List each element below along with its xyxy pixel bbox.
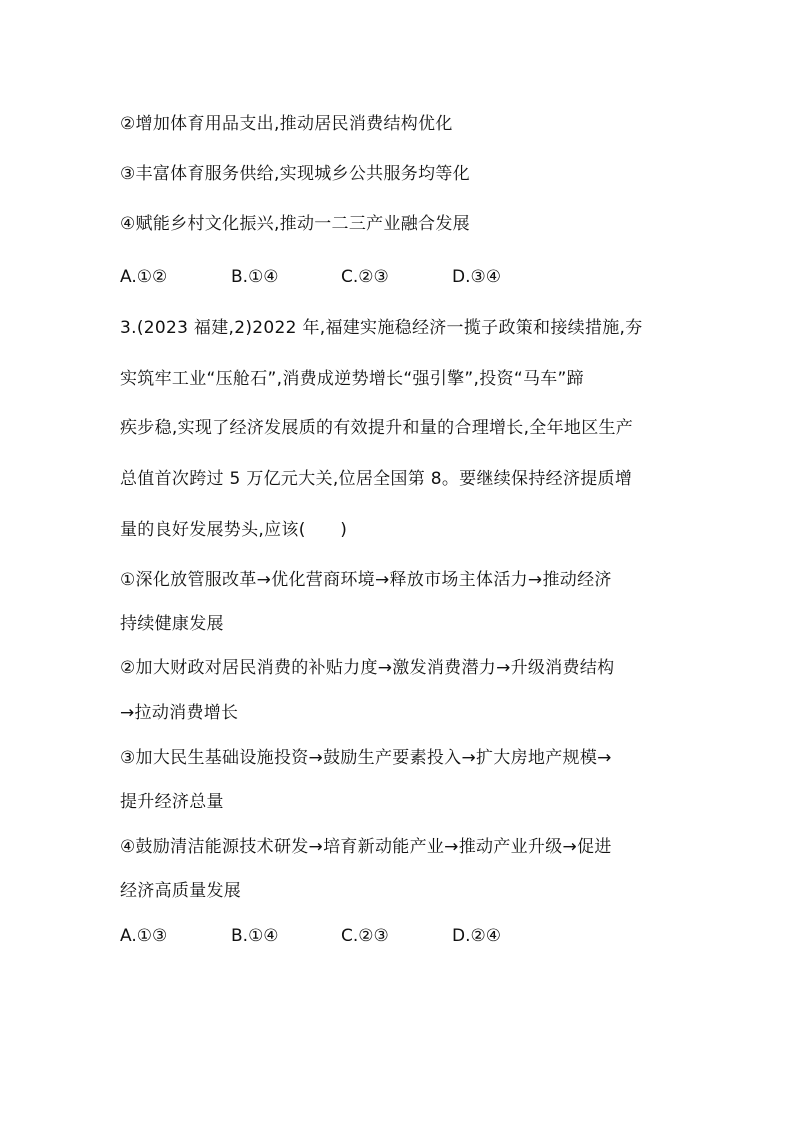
q3-item-2-line-1: ②加大财政对居民消费的补贴力度→激发消费潜力→升级消费结构 — [120, 658, 615, 678]
q3-item-3-line-1: ③加大民生基础设施投资→鼓励生产要素投入→扩大房地产规模→ — [120, 748, 612, 768]
q3-option-a: A.①③ — [120, 926, 168, 946]
q3-stem-line-5: 量的良好发展势头,应该( ) — [120, 520, 348, 540]
q2-item-4: ④赋能乡村文化振兴,推动一二三产业融合发展 — [120, 214, 470, 234]
q2-option-d: D.③④ — [452, 267, 501, 287]
q3-option-d: D.②④ — [452, 926, 501, 946]
q2-item-3: ③丰富体育服务供给,实现城乡公共服务均等化 — [120, 164, 470, 184]
q3-option-c: C.②③ — [341, 926, 389, 946]
q3-stem-line-2: 实筑牢工业“压舱石”,消费成逆势增长“强引擎”,投资“马车”蹄 — [120, 369, 584, 389]
q3-item-4-line-2: 经济高质量发展 — [120, 881, 242, 901]
q2-option-b: B.①④ — [231, 267, 279, 287]
q3-option-b: B.①④ — [231, 926, 279, 946]
q3-item-3-line-2: 提升经济总量 — [120, 792, 224, 812]
q2-option-c: C.②③ — [341, 267, 389, 287]
q3-item-1-line-2: 持续健康发展 — [120, 614, 224, 634]
q2-option-a: A.①② — [120, 267, 168, 287]
q3-stem-line-1: 3.(2023 福建,2)2022 年,福建实施稳经济一揽子政策和接续措施,夯 — [120, 318, 643, 338]
q3-stem-line-4: 总值首次跨过 5 万亿元大关,位居全国第 8。要继续保持经济提质增 — [120, 469, 633, 489]
q3-item-1-line-1: ①深化放管服改革→优化营商环境→释放市场主体活力→推动经济 — [120, 570, 612, 590]
q3-stem-line-3: 疾步稳,实现了经济发展质的有效提升和量的合理增长,全年地区生产 — [120, 418, 634, 438]
q2-item-2: ②增加体育用品支出,推动居民消费结构优化 — [120, 114, 453, 134]
q3-item-2-line-2: →拉动消费增长 — [120, 703, 239, 723]
q3-item-4-line-1: ④鼓励清洁能源技术研发→培育新动能产业→推动产业升级→促进 — [120, 837, 612, 857]
